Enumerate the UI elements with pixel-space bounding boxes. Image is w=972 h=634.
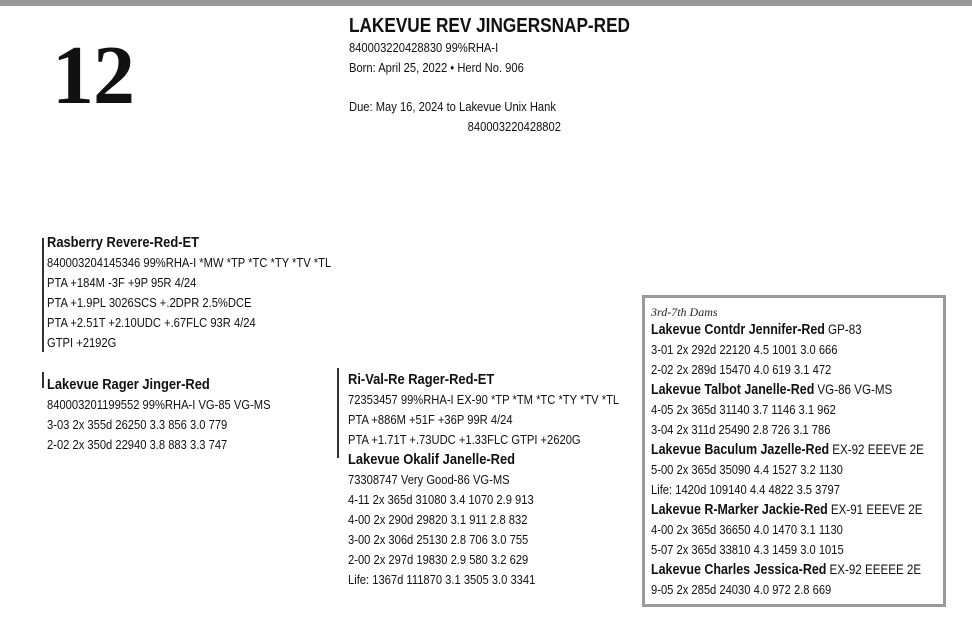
sire-name: Rasberry Revere-Red-ET — [47, 234, 200, 251]
sire-line: PTA +1.9PL 3026SCS +.2DPR 2.5%DCE — [47, 295, 252, 310]
granddam-line: 3-00 2x 306d 25130 2.8 706 3.0 755 — [348, 532, 529, 547]
dam-entry-name: Lakevue Talbot Janelle-Red VG-86 VG-MS — [651, 382, 893, 398]
dam-record: 2-02 2x 289d 15470 4.0 619 3.1 472 — [651, 362, 832, 377]
animal-name: LAKEVUE REV JINGERSNAP-RED — [349, 15, 630, 37]
animal-due: Due: May 16, 2024 to Lakevue Unix Hank — [349, 99, 556, 114]
dam-record: 4-00 2x 365d 36650 4.0 1470 3.1 1130 — [651, 522, 843, 537]
mgs-line: 72353457 99%RHA-I EX-90 *TP *TM *TC *TY *TV *TL — [348, 392, 620, 407]
granddam-line: 4-11 2x 365d 31080 3.4 1070 2.9 913 — [348, 492, 534, 507]
dam-record: 3-04 2x 311d 25490 2.8 726 3.1 786 — [651, 422, 831, 437]
service-sire-registration: 840003220428802 — [467, 119, 561, 134]
granddam-line: Life: 1367d 111870 3.1 3505 3.0 3341 — [348, 572, 536, 587]
animal-registration: 840003220428830 99%RHA-I — [349, 40, 499, 55]
sire-line: GTPI +2192G — [47, 335, 117, 350]
dam-record: 9-05 2x 285d 24030 4.0 972 2.8 669 — [651, 582, 832, 597]
mgs-bracket-line — [337, 368, 339, 458]
dam-name: Lakevue Rager Jinger-Red — [47, 376, 210, 393]
dam-line: 840003201199552 99%RHA-I VG-85 VG-MS — [47, 397, 271, 412]
dam-block — [47, 375, 307, 455]
dam-record: 4-05 2x 365d 31140 3.7 1146 3.1 962 — [651, 402, 836, 417]
dam-entry-name: Lakevue Baculum Jazelle-Red EX-92 EEEVE 2E — [651, 442, 924, 458]
dam-entry-name: Lakevue Contdr Jennifer-Red GP-83 — [651, 322, 862, 338]
lot-number: 12 — [52, 29, 134, 122]
dam-line: 3-03 2x 355d 26250 3.3 856 3.0 779 — [47, 417, 228, 432]
granddam-line: 2-00 2x 297d 19830 2.9 580 3.2 629 — [348, 552, 529, 567]
sire-block — [47, 233, 377, 353]
mgs-name: Ri-Val-Re Rager-Red-ET — [348, 371, 495, 388]
sire-line: 840003204145346 99%RHA-I *MW *TP *TC *TY *TV *TL — [47, 255, 332, 270]
animal-header — [349, 14, 676, 137]
sire-line: PTA +184M -3F +9P 95R 4/24 — [47, 275, 197, 290]
top-rule — [0, 0, 972, 6]
granddam-line: 73308747 Very Good-86 VG-MS — [348, 472, 510, 487]
dam-line: 2-02 2x 350d 22940 3.8 883 3.3 747 — [47, 437, 228, 452]
dam-entry-name: Lakevue Charles Jessica-Red EX-92 EEEEE 2E — [651, 562, 922, 578]
dam-record: Life: 1420d 109140 4.4 4822 3.5 3797 — [651, 482, 840, 497]
mgs-line: PTA +1.71T +.73UDC +1.33FLC GTPI +2620G — [348, 432, 581, 447]
dam-record: 5-07 2x 365d 33810 4.3 1459 3.0 1015 — [651, 542, 844, 557]
sire-bracket-line — [42, 238, 44, 352]
dam-record: 5-00 2x 365d 35090 4.4 1527 3.2 1130 — [651, 462, 843, 477]
dam-entry-name: Lakevue R-Marker Jackie-Red EX-91 EEEVE 2E — [651, 502, 923, 518]
dams-box — [642, 295, 946, 607]
granddam-line: 4-00 2x 290d 29820 3.1 911 2.8 832 — [348, 512, 528, 527]
dams-box-title: 3rd-7th Dams — [651, 305, 718, 319]
dam-bracket-line — [42, 372, 44, 388]
mgs-line: PTA +886M +51F +36P 99R 4/24 — [348, 412, 513, 427]
dam-record: 3-01 2x 292d 22120 4.5 1001 3.0 666 — [651, 342, 838, 357]
sire-line: PTA +2.51T +2.10UDC +.67FLC 93R 4/24 — [47, 315, 256, 330]
granddam-name: Lakevue Okalif Janelle-Red — [348, 451, 516, 468]
mgs-block — [348, 370, 663, 590]
animal-born: Born: April 25, 2022 • Herd No. 906 — [349, 60, 524, 75]
